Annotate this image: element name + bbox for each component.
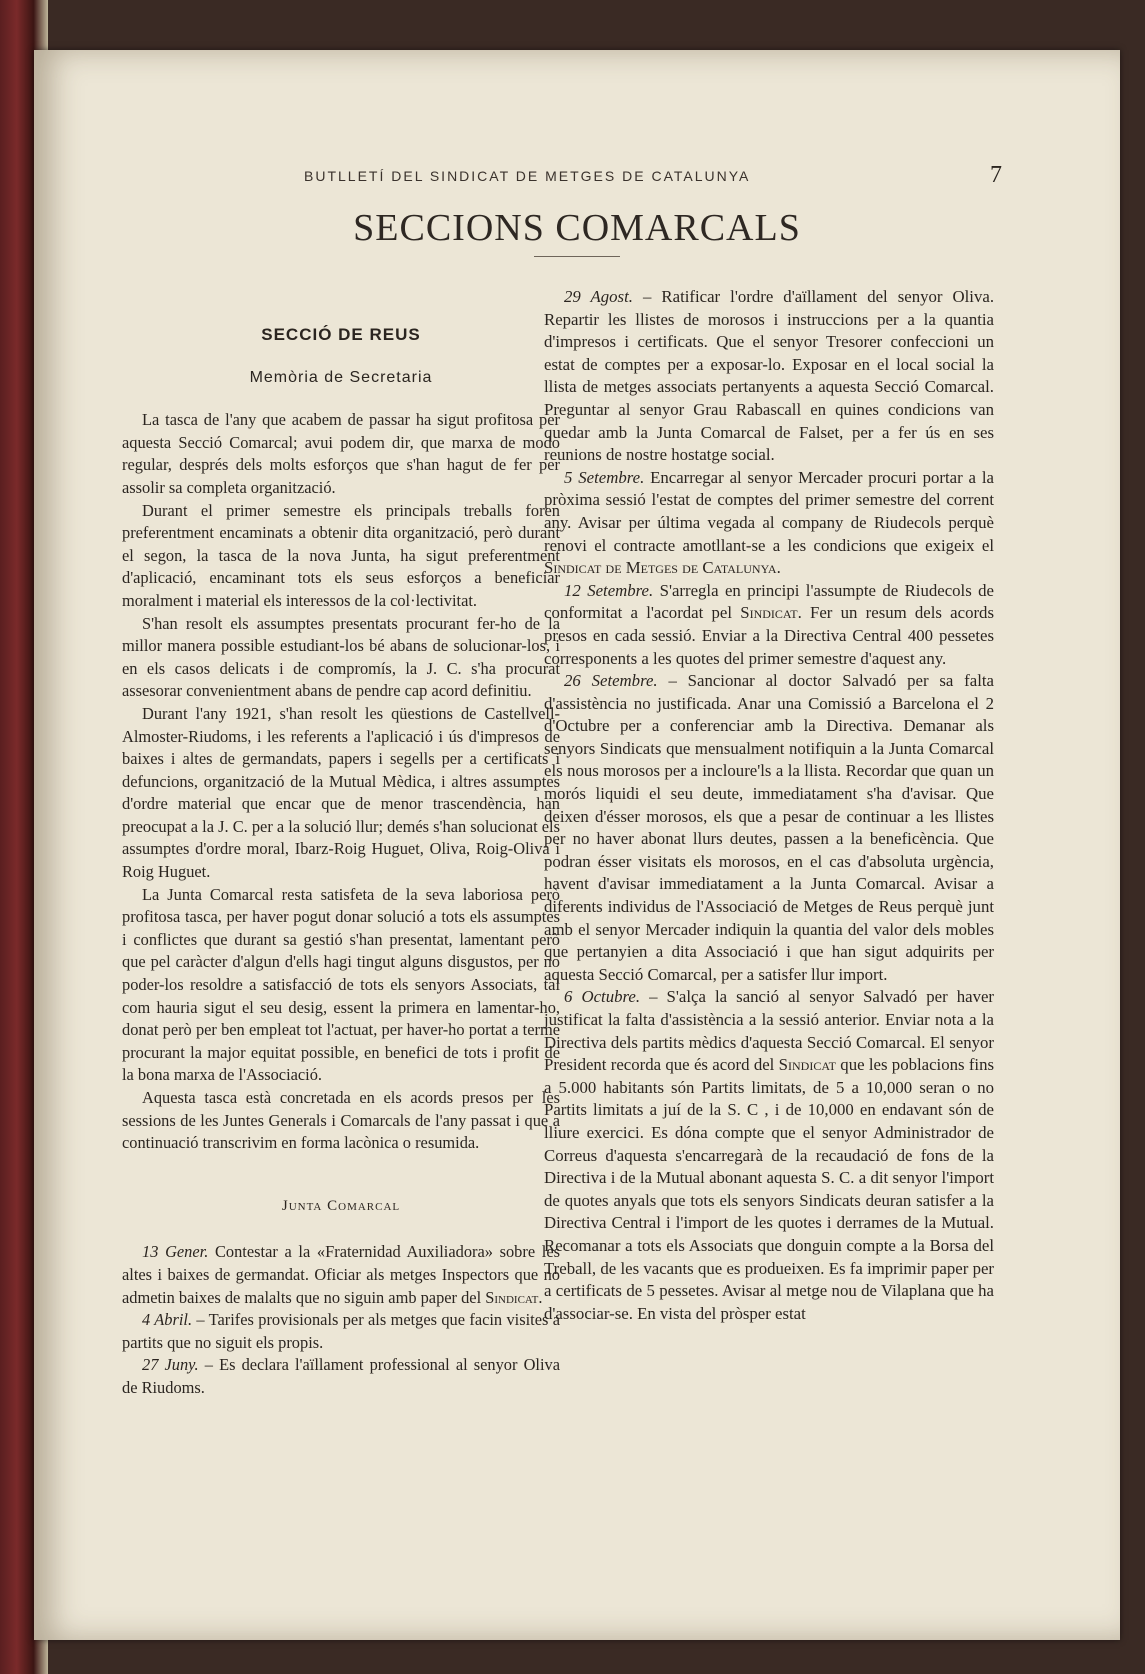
paragraph: Aquesta tasca està concretada en els acords presos per les sessions de les Juntes Generals i Comarcals de l'any passat i que a continuació transcrivim en forma lacònica o resumida. xyxy=(122,1088,560,1153)
entry-text: – S'alça la sanció al senyor Salvadó per haver justificat la falta d'assistència a la sessió anterior. Enviar nota a la Directiva dels partits mèdics d'aquesta Secció Comarcal. El senyor President recorda que és acord del xyxy=(544,987,994,1075)
entry-date: 5 Setembre. xyxy=(564,467,645,487)
entry-paragraph xyxy=(544,986,994,1325)
page-number: 7 xyxy=(990,162,1002,188)
paragraph: Durant el primer semestre els principals treballs foren preferentment encaminats a obtenir dita organització, però durant el segon, la tasca de la nova Junta, ha sigut preferentment d'aplicació, encaminant tots els seus esforços a beneficiar moralment i material els interessos de la col·lectivitat. xyxy=(122,500,560,610)
entry-date: 29 Agost. xyxy=(564,287,633,306)
entry-date: 13 Gener. xyxy=(142,1242,209,1262)
entry-date: 27 Juny. xyxy=(142,1355,199,1375)
entry-paragraph xyxy=(544,670,994,986)
entry-text-end: . xyxy=(776,558,781,578)
entry-date: 6 Octubre. xyxy=(564,987,641,1007)
entry-paragraph xyxy=(122,1241,560,1309)
entry-paragraph xyxy=(544,580,994,670)
entry-text-end: que les poblacions fins a 5.000 habitants són Partits limitats, de 5 a 10,000 seran o no Partits limitats a juí de la S. C , i de 10,000 en endavant són de lliure exercici. Es dóna compte que el senyor Administrador de Correus d'aquesta s'encarregarà de la recaudació de fons de la Directiva i de la Mutual abonant aquesta S. C. a dit senyor l'import de quotes anyals que tots els senyors Sindicats deuran satisfer a la Directiva Central i l'import de les quotes i derrames de la Mutual. Recomanar a tots els Associats que donguin compte a la Borsa del Treball, de les vacants que es produeixen. Es fa imprimir paper per a certificats de 5 pessetes. Avisar al metge nou de Vilaplana que ha d'associar-se. En vista del pròsper estat xyxy=(544,1055,995,1323)
entry-smallcaps: Sindicat xyxy=(778,1055,836,1075)
junta-heading: Junta Comarcal xyxy=(281,1197,401,1214)
entry-text: Encarregar al senyor Mercader procuri portar a la pròxima sessió l'estat de comptes del primer semestre del corrent any. Avisar per última vegada al company de Riudecols perquè renovi el contracte amotllant-se a les condicions que exigeix el xyxy=(544,467,994,555)
entry-date: 4 Abril. xyxy=(142,1310,193,1330)
section-subheading: Memòria de Secretaria xyxy=(249,368,433,386)
paragraph: La Junta Comarcal resta satisfeta de la seva laboriosa però profitosa tasca, per haver pogut donar solució a tots els assumptes i conflictes que durant sa gestió s'han presentat, lamentant però que pel caràcter d'algun d'ells hagi tingut alguns disgustos, per no poder-los resoldre a satisfacció de tots els senyors Associats, tal com hauria sigut el seu desig, essent la primera en lamentar-ho, donat però per ben empleat tot l'actuat, per haver-ho portat a terme procurant la major equitat possible, en benefici de tots i profit de la bona marxa de l'Associació. xyxy=(122,884,560,1085)
entry-smallcaps: Sindicat xyxy=(740,603,798,623)
entry-text: – Tarifes provisionals per als metges que facin visites a partits que no siguit els propis. xyxy=(122,1310,560,1352)
title-rule xyxy=(534,256,620,257)
entry-text: – Es declara l'aïllament professional al senyor Oliva de Riudoms. xyxy=(122,1355,560,1397)
section-title: SECCIONS COMARCALS xyxy=(353,207,801,249)
entry-text: S'arregla en principi l'assumpte de Riudecols de conformitat a l'acordat pel xyxy=(544,580,994,623)
left-column xyxy=(122,324,560,1400)
entry-text: – Ratificar l'ordre d'aïllament del senyor Oliva. Repartir les llistes de morosos i instruccions per a la quantia d'impresos i certificats. Que el senyor Tresorer confeccioni un estat de comptes per a exposar-lo. Exposar en el local social la llista de metges associats pertanyents a aquesta Secció Comarcal. Preguntar al senyor Grau Rabascall en quines condicions van quedar amb la Junta Comarcal de Falset, per a fer ús en ses reunions de nostre hostatge social. xyxy=(544,287,995,465)
entry-paragraph xyxy=(544,467,994,580)
entry-date: 12 Setembre. xyxy=(564,580,654,600)
entry-text: Contestar a la «Fraternidad Auxiliadora» sobre les altes i baixes de germandat. Oficiar als metges Inspectors que no admetin baixes de malalts que no siguin amb paper del xyxy=(122,1242,560,1307)
entry-date: 26 Setembre. xyxy=(564,671,658,691)
entry-smallcaps: Sindicat xyxy=(485,1287,539,1307)
paragraph: La tasca de l'any que acabem de passar ha sigut profitosa per aquesta Secció Comarcal; avui podem dir, que marxa de modo regular, després dels molts esforços que s'han hagut de fer per assolir sa completa organització. xyxy=(122,410,560,497)
paragraph: Durant l'any 1921, s'han resolt les qüestions de Castellvell-Almoster-Riudoms, i les referents a l'aplicació i ús d'impresos de baixes i altes de germandats, papers i segells per a certificats i defuncions, organització de la Mutual Mèdica, i altres assumptes d'ordre material que encar que de menor trascendència, han preocupat a la J. C. per a la solució llur; demés s'han solucionat els assumptes d'ordre moral, Ibarz-Roig Huguet, Oliva, Roig-Oliva i Roig Huguet. xyxy=(122,703,560,882)
entry-text: – Sancionar al doctor Salvadó per sa falta d'assistència no justificada. Anar una Comissió a Barcelona el 2 d'Octubre per a conferenciar amb la Directiva. Demanar als senyors Sindicats que mensualment notifiquin a la Junta Comarcal els nous morosos per a incloure'ls a la llista. Recordar que quan un morós liquidi el seu deute, immediatament s'ha d'avisar. Que deixen d'ésser morosos, els que a pesar de continuar a les llistes per no haver abonat llurs deutes, passen a la beneficència. Que podran ésser visitats els morosos, en el cas d'absoluta urgència, havent d'avisar immediatament a la Junta Comarcal. Avisar a diferents individus de l'Associació de Metges de Reus perquè junt amb el senyor Mercader indiquin la quantia del valor dels mobles que pertanyien a dita Associació i que han sigut adquirits per aquesta Secció Comarcal, per a satisfer llur import. xyxy=(544,671,994,984)
document-page xyxy=(34,50,1120,1640)
entry-smallcaps: Sindicat de Metges de Catalunya xyxy=(544,558,777,578)
running-title: BUTLLETÍ DEL SINDICAT DE METGES DE CATALUNYA xyxy=(304,168,751,184)
entry-paragraph xyxy=(122,1309,560,1354)
entry-paragraph xyxy=(122,1354,560,1399)
paragraph: S'han resolt els assumptes presentats procurant fer-ho de la millor manera possible estudiant-los bé abans de solucionar-los, i en els casos delicats i de compromís, la J. C. s'ha procurat assesorar convenientment abans de pendre cap acord definitiu. xyxy=(122,613,560,701)
right-column xyxy=(544,286,994,1325)
entry-text-end: . xyxy=(538,1287,543,1307)
entry-text-end: . Fer un resum dels acords presos en cada sessió. Enviar a la Directiva Central 400 pessetes corresponents a les quotes del primer semestre d'aquest any. xyxy=(544,603,994,668)
section-heading: SECCIÓ DE REUS xyxy=(261,325,421,344)
entry-paragraph xyxy=(544,286,994,467)
page-header xyxy=(34,162,1120,198)
